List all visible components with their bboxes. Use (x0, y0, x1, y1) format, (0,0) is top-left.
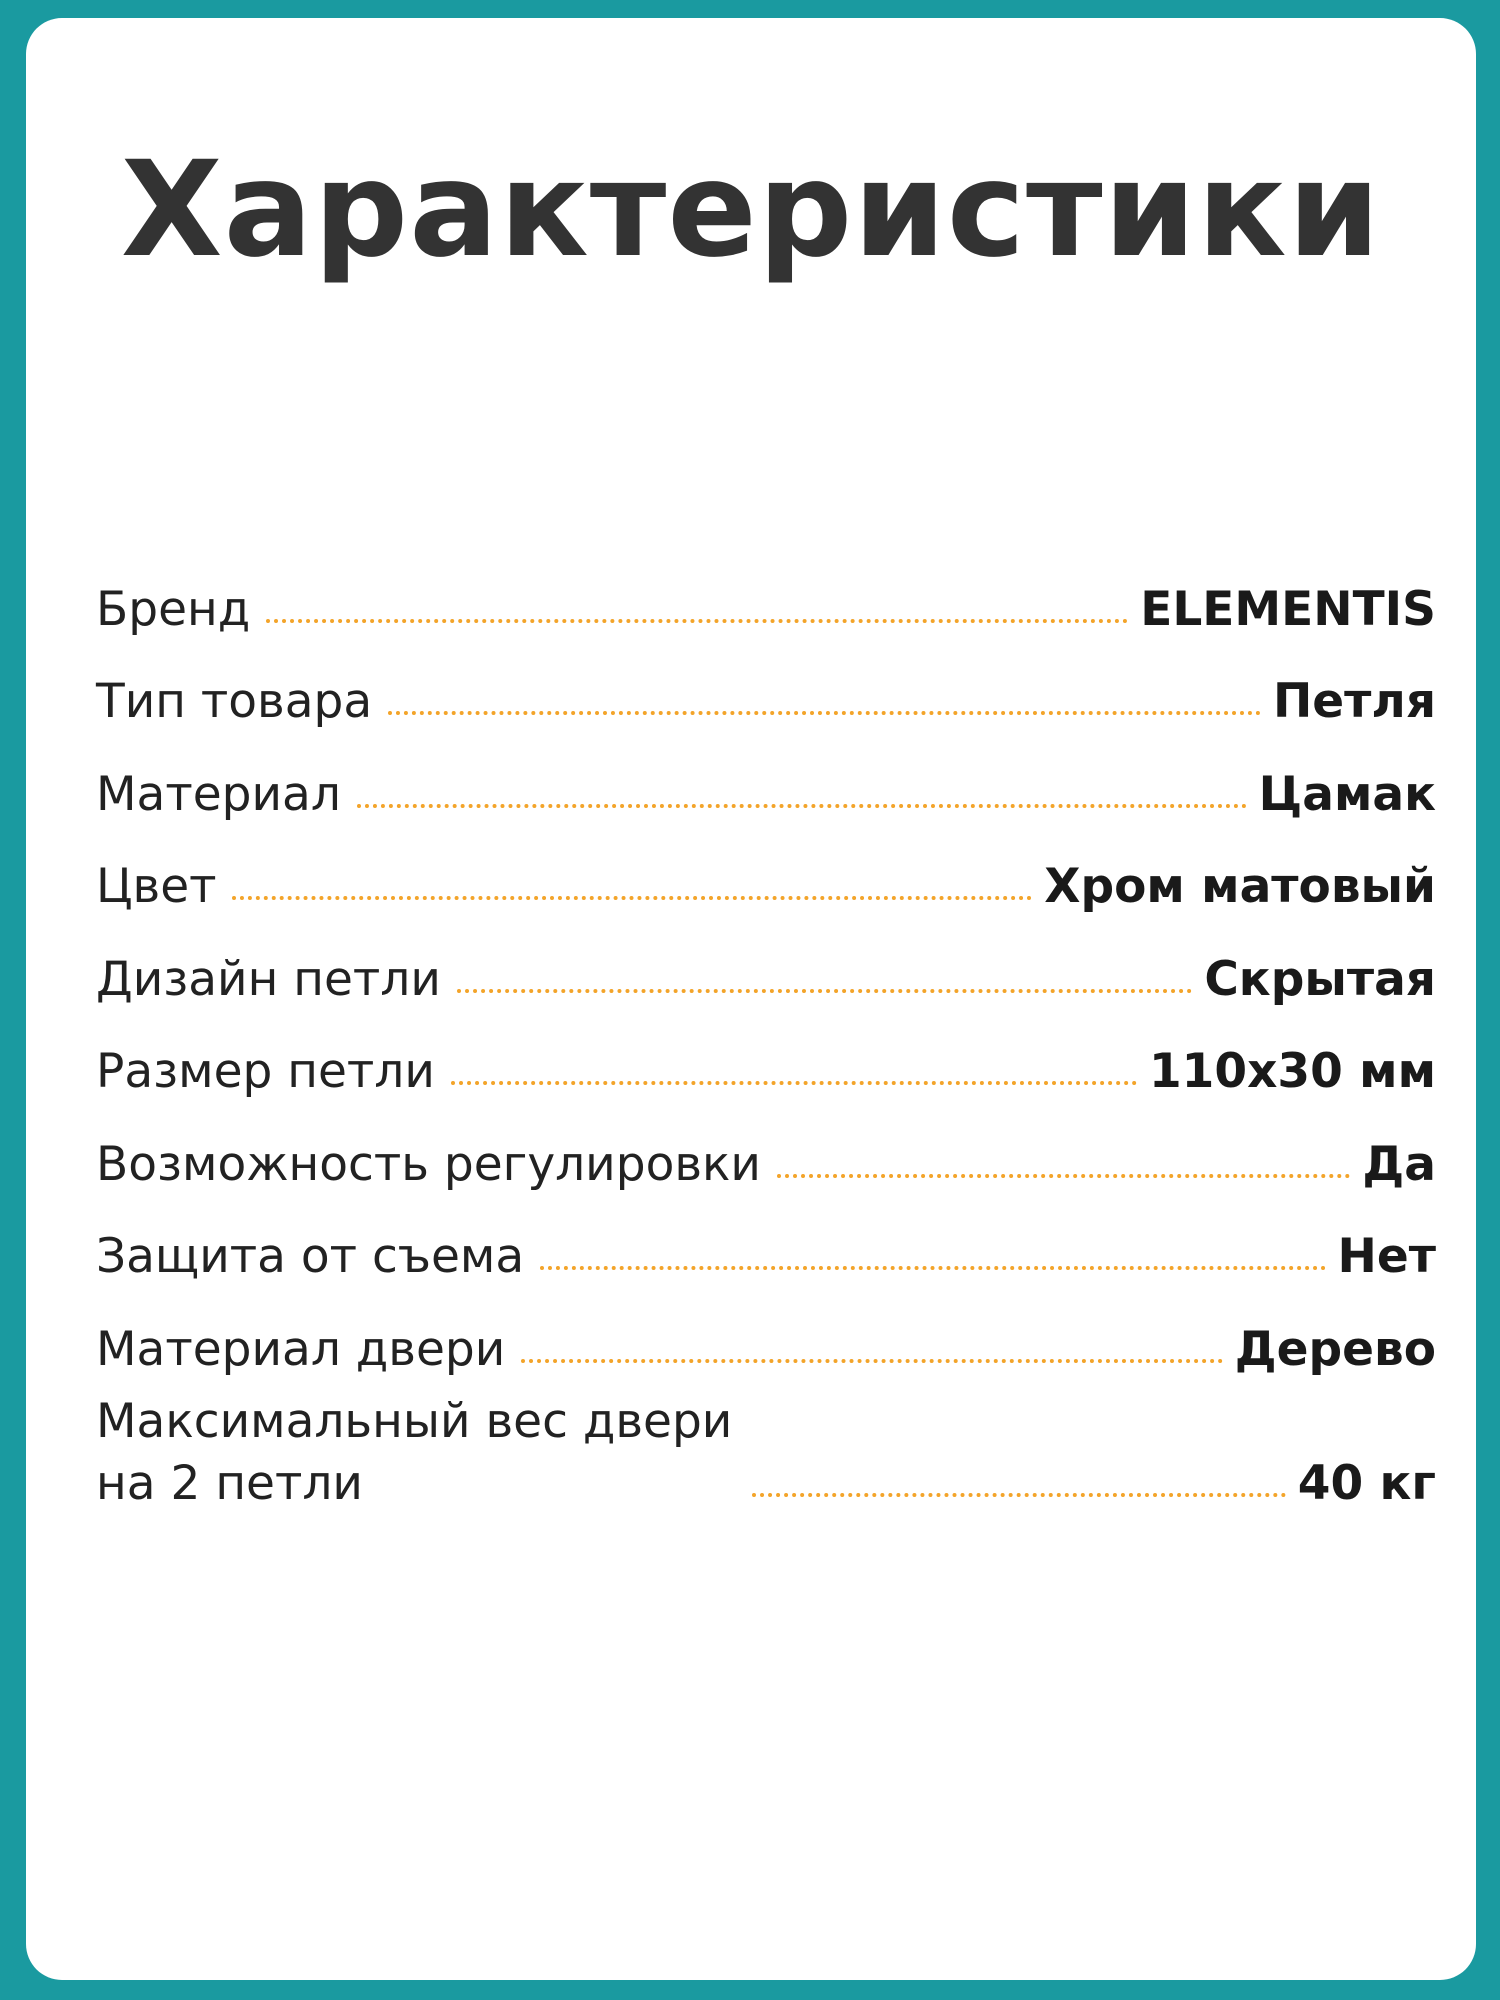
spec-label: Бренд (96, 581, 251, 637)
page-title: Характеристики (120, 133, 1382, 287)
spec-value: 110x30 мм (1148, 1044, 1436, 1099)
spec-row-material (96, 733, 1436, 826)
spec-value: Дерево (1234, 1321, 1436, 1377)
spec-row-door-material (96, 1288, 1436, 1381)
spec-value: 40 кг (1297, 1455, 1436, 1511)
spec-row-hinge-size (96, 1011, 1436, 1104)
dotted-leader (777, 1174, 1350, 1178)
spec-row-max-door-weight (96, 1391, 1436, 1515)
spec-value: Нет (1337, 1229, 1436, 1284)
spec-value: Да (1362, 1136, 1436, 1192)
spec-label: Цвет (96, 859, 217, 914)
spec-value: Цамак (1258, 766, 1436, 822)
spec-row-hinge-design (96, 918, 1436, 1011)
spec-value: Петля (1272, 674, 1436, 729)
dotted-leader (266, 619, 1128, 623)
spec-list (96, 548, 1436, 1515)
dotted-leader (752, 1493, 1286, 1497)
spec-row-color (96, 826, 1436, 919)
dotted-leader (357, 804, 1247, 808)
spec-label: Дизайн петли (96, 951, 441, 1007)
dotted-leader (451, 1081, 1137, 1085)
spec-label: Размер петли (96, 1044, 435, 1099)
spec-value: Скрытая (1204, 951, 1436, 1007)
spec-row-adjustable (96, 1103, 1436, 1196)
spec-row-brand (96, 548, 1436, 641)
spec-value: ELEMENTIS (1140, 581, 1436, 637)
spec-label: Защита от съема (96, 1229, 525, 1284)
dotted-leader (232, 896, 1032, 900)
spec-label: Материал двери (96, 1321, 506, 1377)
spec-row-product-type (96, 641, 1436, 734)
spec-label: Возможность регулировки (96, 1136, 761, 1192)
spec-value: Хром матовый (1044, 859, 1436, 914)
dotted-leader (457, 989, 1192, 993)
spec-card (26, 18, 1476, 1980)
spec-label: Материал (96, 766, 341, 822)
dotted-leader (521, 1359, 1222, 1363)
dotted-leader (540, 1266, 1325, 1270)
spec-label: Тип товара (96, 674, 373, 729)
spec-label: Максимальный вес двери на 2 петли (96, 1393, 733, 1511)
dotted-leader (388, 711, 1261, 715)
spec-row-removal-protection (96, 1196, 1436, 1289)
